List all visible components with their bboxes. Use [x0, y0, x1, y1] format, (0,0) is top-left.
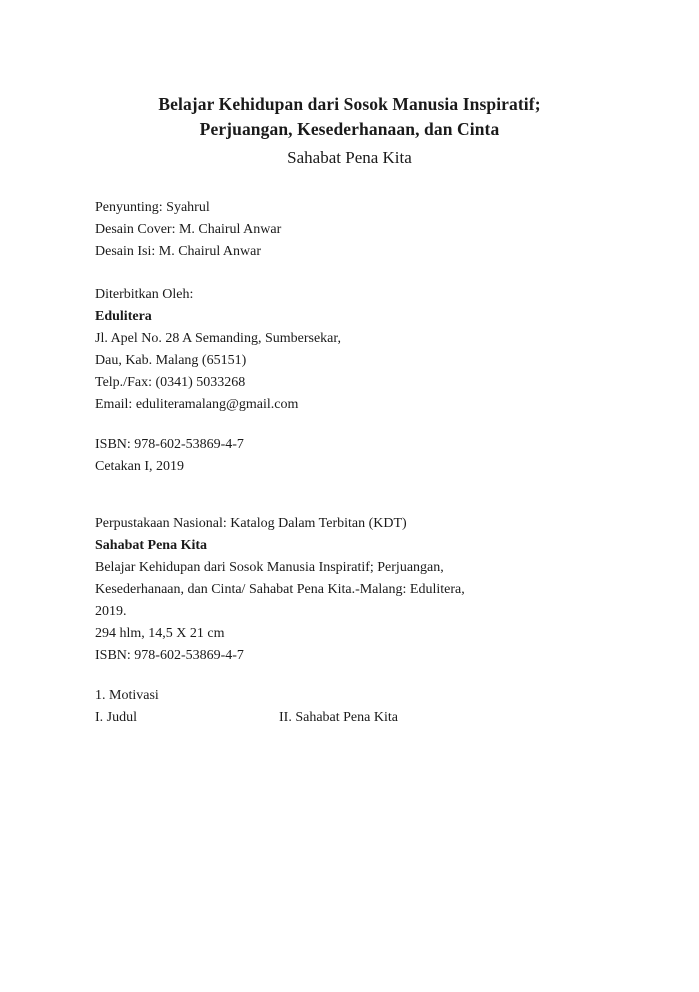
- subject-row: [95, 707, 615, 729]
- subject-item-3: II. Sahabat Pena Kita: [279, 710, 398, 725]
- catalog-description-line-1: Belajar Kehidupan dari Sosok Manusia Inspiratif; Perjuangan,: [95, 560, 444, 575]
- subject-item-2: I. Judul: [95, 710, 137, 725]
- edition-section: [95, 434, 615, 478]
- subjects-section: [95, 685, 615, 729]
- book-author: Sahabat Pena Kita: [287, 148, 412, 167]
- publisher-name: Edulitera: [95, 309, 152, 324]
- subject-item-1: 1. Motivasi: [95, 688, 159, 703]
- catalog-isbn: ISBN: 978-602-53869-4-7: [95, 648, 244, 663]
- publisher-address-line-1: Jl. Apel No. 28 A Semanding, Sumbersekar,: [95, 331, 341, 346]
- credits-section: [95, 197, 615, 263]
- title-block: [0, 92, 699, 171]
- book-title-line-2: Perjuangan, Kesederhanaan, dan Cinta: [199, 119, 500, 139]
- editor-credit: Penyunting: Syahrul: [95, 200, 210, 215]
- publisher-email: Email: eduliteramalang@gmail.com: [95, 397, 299, 412]
- publisher-section: [95, 284, 615, 416]
- catalog-pages: 294 hlm, 14,5 X 21 cm: [95, 626, 225, 641]
- cover-design-credit: Desain Cover: M. Chairul Anwar: [95, 222, 282, 237]
- publisher-phone: Telp./Fax: (0341) 5033268: [95, 375, 246, 390]
- book-title-line-1: Belajar Kehidupan dari Sosok Manusia Inspiratif;: [158, 94, 541, 114]
- publisher-address-line-2: Dau, Kab. Malang (65151): [95, 353, 247, 368]
- catalog-description-line-3: 2019.: [95, 604, 127, 619]
- print-edition: Cetakan I, 2019: [95, 459, 185, 474]
- catalog-header: Perpustakaan Nasional: Katalog Dalam Terbitan (KDT): [95, 516, 407, 531]
- isbn-text: ISBN: 978-602-53869-4-7: [95, 437, 244, 452]
- content-design-credit: Desain Isi: M. Chairul Anwar: [95, 244, 262, 259]
- catalog-description-line-2: Kesederhanaan, dan Cinta/ Sahabat Pena Kita.-Malang: Edulitera,: [95, 582, 465, 597]
- catalog-author: Sahabat Pena Kita: [95, 538, 208, 553]
- publisher-label: Diterbitkan Oleh:: [95, 287, 194, 302]
- catalog-section: [95, 513, 615, 667]
